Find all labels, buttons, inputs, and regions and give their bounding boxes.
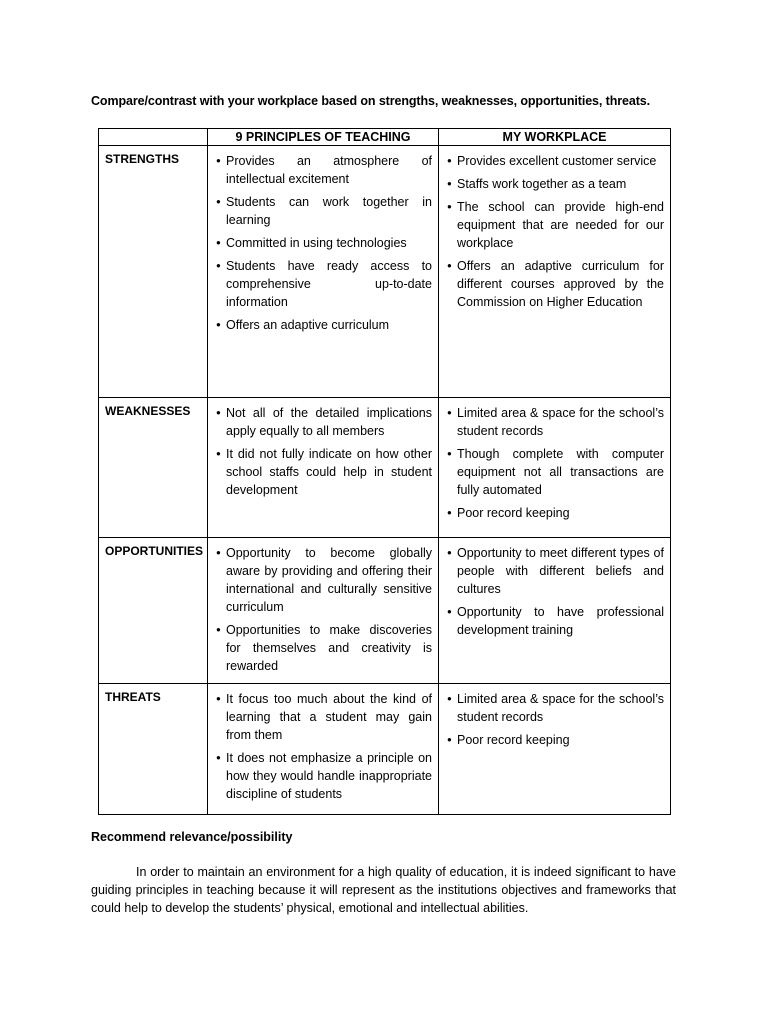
list-item: ● Not all of the detailed implications apply equally to all members	[216, 404, 432, 440]
header-blank	[99, 129, 208, 146]
workplace-cell	[439, 538, 671, 684]
workplace-list	[439, 538, 670, 646]
list-item: ● The school can provide high-end equipment that are needed for our workplace	[447, 198, 664, 252]
table-row	[99, 398, 671, 538]
principles-cell	[208, 146, 439, 398]
list-item: ● Opportunity to meet different types of people with different beliefs and cultures	[447, 544, 664, 598]
list-item: ● Opportunity to have professional development training	[447, 603, 664, 639]
table-row	[99, 684, 671, 815]
list-item: ● Students can work together in learning	[216, 193, 432, 229]
list-item: ● Poor record keeping	[447, 504, 664, 522]
recommend-paragraph: In order to maintain an environment for a high quality of education, it is indeed significant to have guiding principles in teaching because it will represent as the institutions objectives and frameworks that could help to develop the students’ physical, emotional and intellectual abilities.	[91, 865, 676, 915]
list-item: ● Staffs work together as a team	[447, 175, 664, 193]
principles-cell	[208, 538, 439, 684]
workplace-cell	[439, 398, 671, 538]
table-row	[99, 146, 671, 398]
list-item: ● Provides excellent customer service	[447, 152, 664, 170]
list-item: ● Poor record keeping	[447, 731, 664, 749]
workplace-cell	[439, 684, 671, 815]
principles-cell	[208, 398, 439, 538]
principles-cell	[208, 684, 439, 815]
workplace-list	[439, 684, 670, 756]
recommend-heading: Recommend relevance/possibility	[91, 830, 293, 844]
row-label: STRENGTHS	[99, 146, 208, 398]
list-item: ● Opportunity to become globally aware by providing and offering their international and culturally sensitive curriculum	[216, 544, 432, 616]
header-principles: 9 PRINCIPLES OF TEACHING	[208, 129, 439, 146]
row-label: OPPORTUNITIES	[99, 538, 208, 684]
header-workplace: MY WORKPLACE	[439, 129, 671, 146]
table-row	[99, 538, 671, 684]
list-item: ● Offers an adaptive curriculum	[216, 316, 432, 334]
swot-table	[98, 128, 671, 815]
list-item: ● Provides an atmosphere of intellectual excitement	[216, 152, 432, 188]
workplace-list	[439, 398, 670, 529]
list-item: ● Opportunities to make discoveries for themselves and creativity is rewarded	[216, 621, 432, 675]
list-item: ● Committed in using technologies	[216, 234, 432, 252]
row-label: THREATS	[99, 684, 208, 815]
list-item: ● Limited area & space for the school’s student records	[447, 404, 664, 440]
principles-list	[208, 146, 438, 341]
workplace-list	[439, 146, 670, 318]
row-label: WEAKNESSES	[99, 398, 208, 538]
table-header-row	[99, 129, 671, 146]
list-item: ● Offers an adaptive curriculum for different courses approved by the Commission on Higher Education	[447, 257, 664, 311]
list-item: ● Students have ready access to comprehensive up-to-date information	[216, 257, 432, 311]
list-item: ● Though complete with computer equipment not all transactions are fully automated	[447, 445, 664, 499]
workplace-cell	[439, 146, 671, 398]
list-item: ● It does not emphasize a principle on how they would handle inappropriate discipline of students	[216, 749, 432, 803]
principles-list	[208, 398, 438, 506]
list-item: ● It did not fully indicate on how other school staffs could help in student development	[216, 445, 432, 499]
principles-list	[208, 538, 438, 682]
section-heading: Compare/contrast with your workplace based on strengths, weaknesses, opportunities, threats.	[91, 94, 650, 108]
principles-list	[208, 684, 438, 810]
list-item: ● Limited area & space for the school’s student records	[447, 690, 664, 726]
list-item: ● It focus too much about the kind of learning that a student may gain from them	[216, 690, 432, 744]
